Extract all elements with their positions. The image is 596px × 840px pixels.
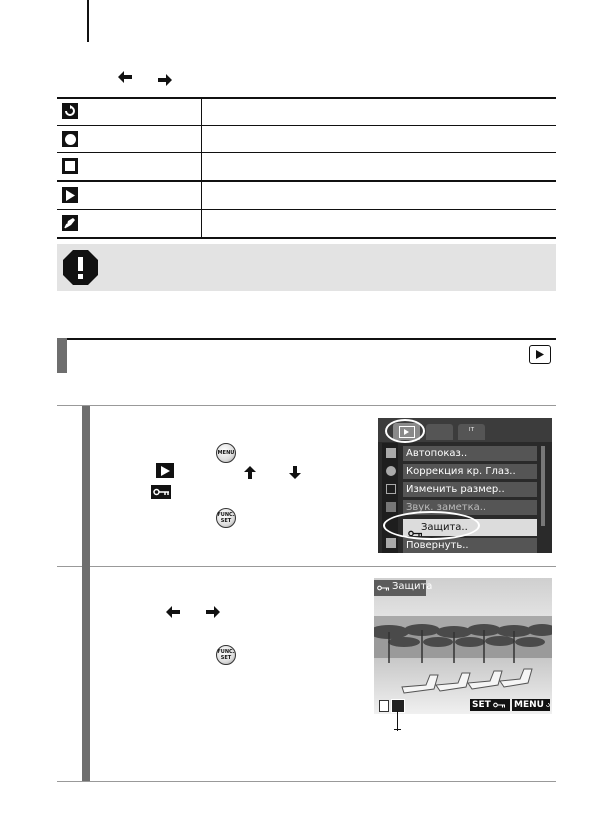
callout-line [397, 711, 398, 731]
selection-highlight-circle [383, 511, 480, 540]
camera-menu-screen [378, 418, 552, 553]
step-bar [82, 406, 90, 781]
tab-print [426, 424, 453, 440]
menu-item: Звук. заметка.. [403, 500, 537, 515]
menu-button-icon: MENU [216, 443, 236, 463]
menu-item-icon [386, 466, 396, 476]
menu-item-selected: Защита.. [403, 519, 537, 536]
rotate-return-icon [62, 103, 78, 119]
section-header [57, 338, 556, 373]
playback-tab-icon [150, 462, 180, 479]
screen-title-bar [374, 580, 433, 596]
caution-box [57, 244, 556, 291]
beach-chairs [374, 663, 552, 703]
screen-title: Защита [392, 581, 433, 592]
menu-item: Автопоказ.. [403, 446, 537, 461]
protect-key-icon [151, 485, 171, 499]
battery-icon [379, 700, 389, 712]
menu-item-icon [386, 538, 396, 548]
down-arrow-icon [289, 464, 301, 483]
func-set-button-icon: FUNC. SET [216, 645, 236, 665]
square-icon [62, 158, 78, 174]
protected-indicator-icon [391, 699, 405, 713]
menu-item: Изменить размер.. [403, 482, 537, 497]
playback-mode-icon [529, 345, 551, 364]
set-protect-hint: SET [470, 699, 510, 711]
menu-item: Коррекция кр. Глаз.. [403, 464, 537, 479]
menu-back-hint: MENU [512, 699, 550, 711]
up-arrow-icon [244, 464, 256, 483]
page-edge-marker [87, 0, 89, 42]
camera-photo-screen [374, 578, 552, 714]
beach-umbrellas [374, 618, 552, 663]
play-icon [62, 187, 78, 203]
menu-item-icon [386, 484, 396, 494]
menu-item-icon [386, 502, 396, 512]
func-set-button-icon: FUNC. SET [216, 508, 236, 528]
right-arrow-icon [158, 71, 172, 90]
menu-item-icon [386, 448, 396, 458]
menu-item: Повернуть.. [403, 538, 537, 553]
left-arrow-icon [166, 603, 180, 622]
left-arrow-icon [118, 71, 132, 86]
scrollbar [541, 446, 545, 526]
circle-icon [62, 131, 78, 147]
tab-setup: ᴵᵀ [458, 424, 485, 440]
caution-icon [63, 250, 98, 289]
right-arrow-icon [206, 603, 220, 622]
callout-tick [394, 729, 401, 730]
tab-highlight-circle [385, 419, 425, 443]
pen-icon [62, 215, 78, 231]
